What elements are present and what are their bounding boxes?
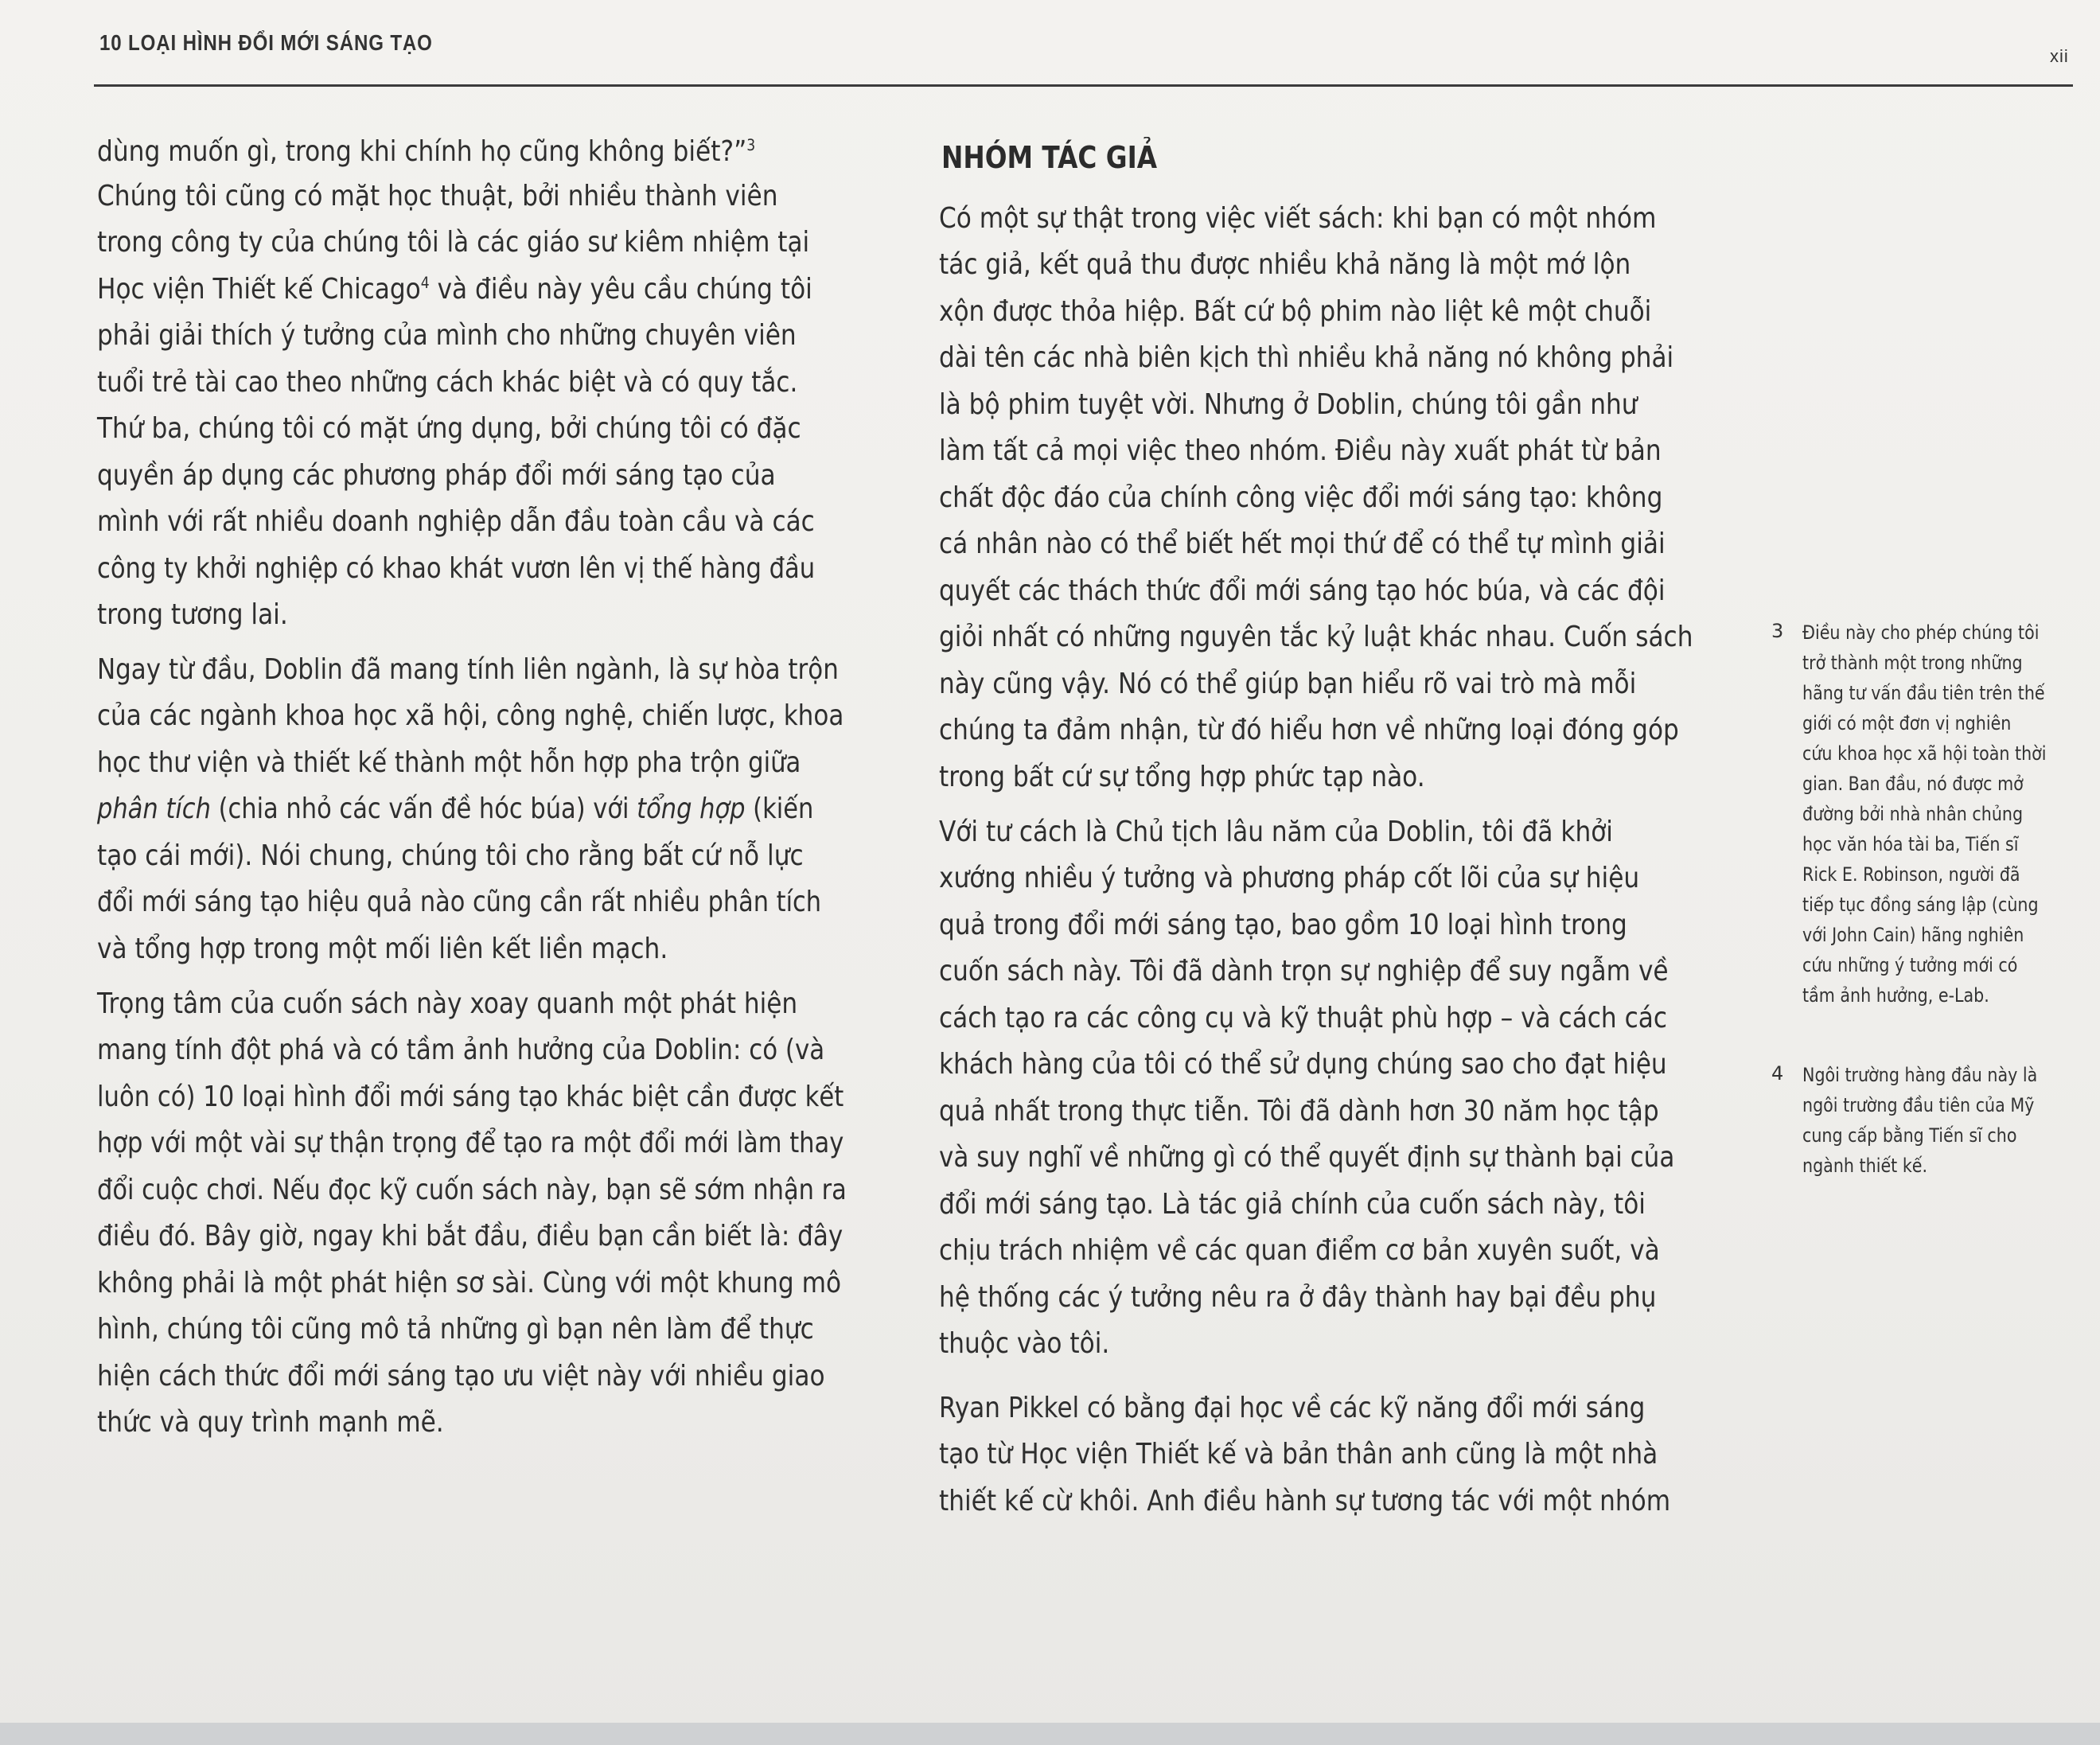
text-line: hiện cách thức đổi mới sáng tạo ưu việt này với nhiều giao bbox=[97, 1360, 825, 1392]
text-line: thức và quy trình mạnh mẽ. bbox=[97, 1406, 444, 1439]
footnote-line: Điều này cho phép chúng tôi bbox=[1802, 621, 2040, 644]
text-line: mang tính đột phá và có tầm ảnh hưởng của Doblin: có (và bbox=[97, 1034, 825, 1066]
text-line: là bộ phim tuyệt vời. Nhưng ở Doblin, chúng tôi gần như bbox=[939, 388, 1638, 421]
text-line: tác giả, kết quả thu được nhiều khả năng là một mớ lộn bbox=[939, 248, 1631, 281]
text-line: Trọng tâm của cuốn sách này xoay quanh một phát hiện bbox=[97, 987, 798, 1020]
page-number: xii bbox=[2050, 46, 2069, 66]
footnote-line: giới có một đơn vị nghiên bbox=[1802, 712, 2012, 734]
footnote-line: học văn hóa tài ba, Tiến sĩ bbox=[1802, 833, 2019, 855]
text-line: thiết kế cừ khôi. Anh điều hành sự tương tác với một nhóm bbox=[939, 1485, 1671, 1517]
text-line: đổi mới sáng tạo hiệu quả nào cũng cần rất nhiều phân tích bbox=[97, 886, 822, 918]
text-line: Thứ ba, chúng tôi có mặt ứng dụng, bởi chúng tôi có đặc bbox=[97, 412, 801, 445]
text-line: học thư viện và thiết kế thành một hỗn hợp pha trộn giữa bbox=[97, 746, 801, 779]
text-line: đổi mới sáng tạo. Là tác giả chính của cuốn sách này, tôi bbox=[939, 1188, 1646, 1221]
text-line: tạo từ Học viện Thiết kế và bản thân anh cũng là một nhà bbox=[939, 1438, 1658, 1470]
text-line: cách tạo ra các công cụ và kỹ thuật phù hợp – và cách các bbox=[939, 1002, 1667, 1034]
text-line: Ngay từ đầu, Doblin đã mang tính liên ngành, là sự hòa trộn bbox=[97, 653, 839, 686]
footnote-line: ngành thiết kế. bbox=[1802, 1155, 1928, 1177]
text-line: Ryan Pikkel có bằng đại học về các kỹ năng đổi mới sáng bbox=[939, 1392, 1646, 1424]
text-line: xướng nhiều ý tưởng và phương pháp cốt lõi của sự hiệu bbox=[939, 862, 1640, 894]
footnote-line: với John Cain) hãng nghiên bbox=[1802, 924, 2024, 946]
text-line: trong bất cứ sự tổng hợp phức tạp nào. bbox=[939, 761, 1425, 793]
text-line: làm tất cả mọi việc theo nhóm. Điều này xuất phát từ bản bbox=[939, 434, 1662, 467]
text-line: giỏi nhất có những nguyên tắc kỷ luật khác nhau. Cuốn sách bbox=[939, 621, 1693, 653]
text-line: cá nhân nào có thể biết hết mọi thứ để có thể tự mình giải bbox=[939, 528, 1666, 560]
text-line: và suy nghĩ về những gì có thể quyết định sự thành bại của bbox=[939, 1141, 1675, 1174]
footnote-line: cứu khoa học xã hội toàn thời bbox=[1802, 742, 2047, 765]
footnote-line: trở thành một trong những bbox=[1802, 652, 2023, 674]
text-line: trong tương lai. bbox=[97, 598, 288, 631]
text-line: tạo cái mới). Nói chung, chúng tôi cho rằng bất cứ nỗ lực bbox=[97, 839, 804, 872]
footnote-line: cung cấp bằng Tiến sĩ cho bbox=[1802, 1124, 2017, 1147]
text-line: đổi cuộc chơi. Nếu đọc kỹ cuốn sách này, bạn sẽ sớm nhận ra bbox=[97, 1174, 847, 1206]
text-line: trong công ty của chúng tôi là các giáo sư kiêm nhiệm tại bbox=[97, 226, 810, 259]
footnote-line: hãng tư vấn đầu tiên trên thế bbox=[1802, 682, 2045, 704]
footnote-line: ngôi trường đầu tiên của Mỹ bbox=[1802, 1094, 2035, 1116]
text-line: quả trong đổi mới sáng tạo, bao gồm 10 loại hình trong bbox=[939, 909, 1627, 941]
text-line: của các ngành khoa học xã hội, công nghệ, chiến lược, khoa bbox=[97, 699, 844, 732]
text-line: xộn được thỏa hiệp. Bất cứ bộ phim nào liệt kê một chuỗi bbox=[939, 295, 1652, 328]
text-line: không phải là một phát hiện sơ sài. Cùng với một khung mô bbox=[97, 1267, 842, 1299]
text-line: phân tích (chia nhỏ các vấn đề hóc búa) với tổng hợp (kiến bbox=[97, 793, 814, 825]
text-line: Học viện Thiết kế Chicago$^4$ và điều này yêu cầu chúng tôi bbox=[97, 273, 812, 306]
footnote-number: 4 bbox=[1771, 1062, 1784, 1085]
footnote-line: Ngôi trường hàng đầu này là bbox=[1802, 1064, 2038, 1086]
footnote-line: tầm ảnh hưởng, e-Lab. bbox=[1802, 984, 1989, 1007]
text-line: công ty khởi nghiệp có khao khát vươn lên vị thế hàng đầu bbox=[97, 552, 816, 585]
text-line: Có một sự thật trong việc viết sách: khi bạn có một nhóm bbox=[939, 202, 1657, 235]
header-rule bbox=[94, 84, 2073, 87]
text-line: khách hàng của tôi có thể sử dụng chúng sao cho đạt hiệu bbox=[939, 1048, 1667, 1081]
text-line: điều đó. Bây giờ, ngay khi bắt đầu, điều bạn cần biết là: đây bbox=[97, 1220, 844, 1252]
text-line: cuốn sách này. Tôi đã dành trọn sự nghiệp để suy ngẫm về bbox=[939, 955, 1669, 987]
footnote-line: đường bởi nhà nhân chủng bbox=[1802, 803, 2024, 825]
footnote-line: tiếp tục đồng sáng lập (cùng bbox=[1802, 894, 2039, 916]
text-line: dùng muốn gì, trong khi chính họ cũng không biết?”$^3$ bbox=[97, 135, 756, 168]
text-line: tuổi trẻ tài cao theo những cách khác biệt và có quy tắc. bbox=[97, 366, 798, 399]
text-line: Với tư cách là Chủ tịch lâu năm của Doblin, tôi đã khởi bbox=[939, 816, 1613, 848]
text-line: chịu trách nhiệm về các quan điểm cơ bản xuyên suốt, và bbox=[939, 1234, 1660, 1267]
text-line: chúng ta đảm nhận, từ đó hiểu hơn về những loại đóng góp bbox=[939, 714, 1679, 746]
text-line: quyết các thách thức đổi mới sáng tạo hóc búa, và các đội bbox=[939, 575, 1666, 607]
text-line: hình, chúng tôi cũng mô tả những gì bạn nên làm để thực bbox=[97, 1313, 814, 1346]
text-line: hợp với một vài sự thận trọng để tạo ra một đổi mới làm thay bbox=[97, 1127, 844, 1159]
text-line: quả nhất trong thực tiễn. Tôi đã dành hơn 30 năm học tập bbox=[939, 1095, 1659, 1128]
text-line: thuộc vào tôi. bbox=[939, 1327, 1110, 1360]
section-heading: NHÓM TÁC GIẢ bbox=[941, 140, 1158, 175]
running-header-title: 10 LOẠI HÌNH ĐỔI MỚI SÁNG TẠO bbox=[99, 30, 433, 55]
text-line: phải giải thích ý tưởng của mình cho những chuyên viên bbox=[97, 319, 797, 352]
footnote-line: cứu những ý tưởng mới có bbox=[1802, 954, 2018, 976]
text-line: chất độc đáo của chính công việc đổi mới sáng tạo: không bbox=[939, 481, 1663, 514]
footnote-line: Rick E. Robinson, người đã bbox=[1802, 863, 2020, 886]
text-line: và tổng hợp trong một mối liên kết liền mạch. bbox=[97, 933, 668, 965]
text-line: Chúng tôi cũng có mặt học thuật, bởi nhiều thành viên bbox=[97, 180, 778, 212]
text-line: hệ thống các ý tưởng nêu ra ở đây thành hay bại đều phụ bbox=[939, 1281, 1657, 1314]
footnote-number: 3 bbox=[1771, 620, 1784, 642]
text-line: mình với rất nhiều doanh nghiệp dẫn đầu toàn cầu và các bbox=[97, 505, 815, 538]
text-line: luôn có) 10 loại hình đổi mới sáng tạo khác biệt cần được kết bbox=[97, 1081, 844, 1113]
text-line: quyền áp dụng các phương pháp đổi mới sáng tạo của bbox=[97, 459, 776, 492]
footnote-ref: 4 bbox=[420, 274, 430, 292]
footnote-ref: 3 bbox=[746, 136, 756, 154]
text-line: này cũng vậy. Nó có thể giúp bạn hiểu rõ vai trò mà mỗi bbox=[939, 668, 1637, 700]
bottom-edge bbox=[0, 1723, 2100, 1745]
text-line: dài tên các nhà biên kịch thì nhiều khả năng nó không phải bbox=[939, 341, 1674, 374]
footnote-line: gian. Ban đầu, nó được mở bbox=[1802, 773, 2024, 795]
